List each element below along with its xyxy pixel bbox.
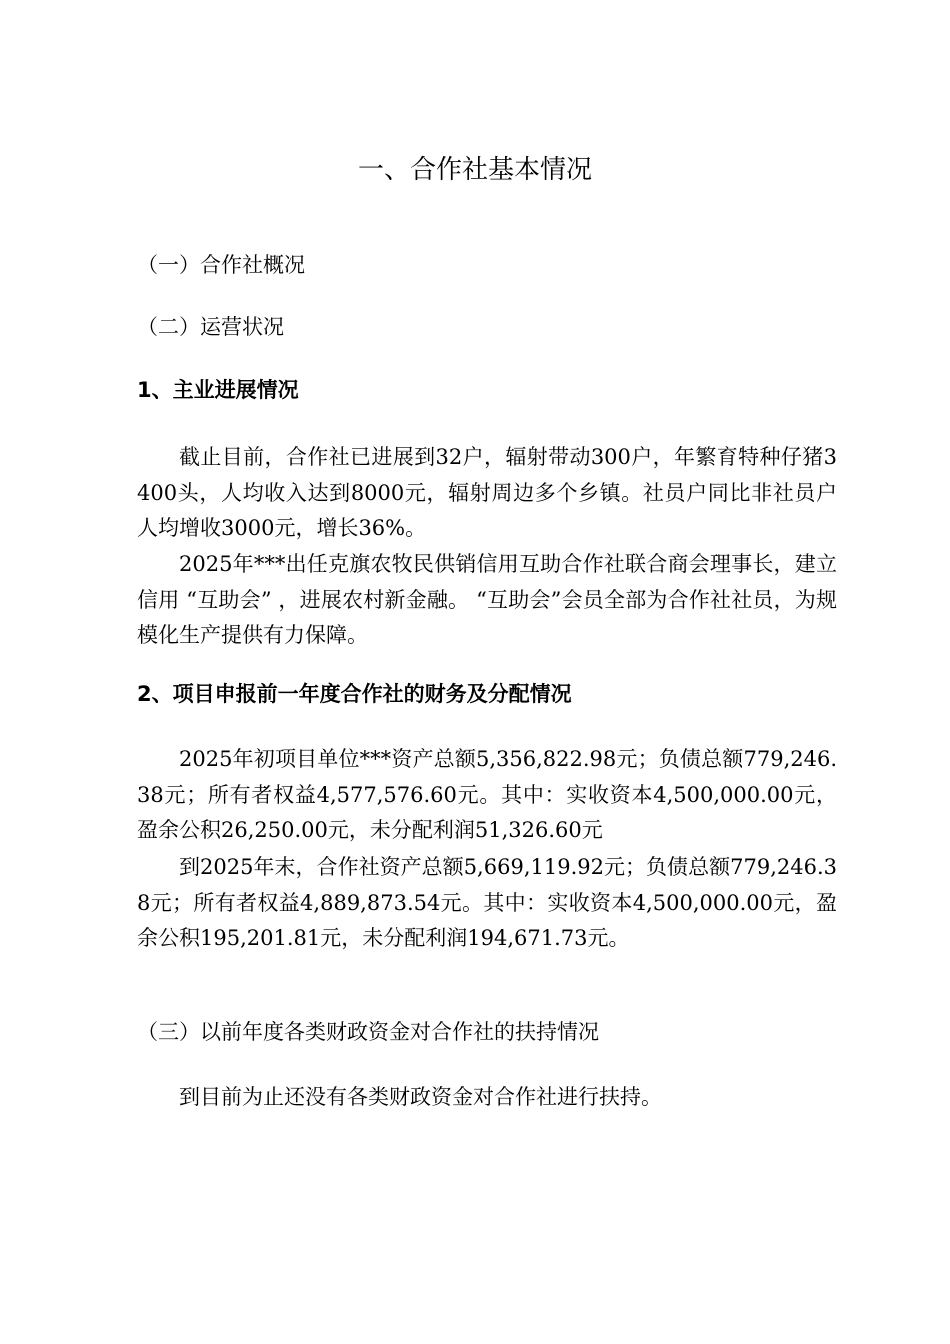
paragraph-finance-start-of-year: 2025年初项目单位***资产总额5,356,822.98元；负债总额779,246.38元；所有者权益4,577,576.60元。其中：实收资本4,500,000.00元，盈余公积26,250.00元，未分配利润51,326.60元: [137, 747, 837, 842]
section-heading-fiscal-support: （三）以前年度各类财政资金对合作社的扶持情况: [137, 1020, 599, 1044]
page-title: 一、合作社基本情况: [357, 155, 592, 185]
paragraph-finance-end-of-year: 到2025年末，合作社资产总额5,669,119.92元；负债总额779,246.38元；所有者权益4,889,873.54元。其中：实收资本4,500,000.00元，盈余公积195,201.81元，未分配利润194,671.73元。: [137, 855, 837, 950]
section-heading-operations: （二）运营状况: [137, 315, 284, 339]
subheading-finance: 2、项目申报前一年度合作社的财务及分配情况: [137, 682, 572, 706]
section-heading-overview: （一）合作社概况: [137, 253, 305, 277]
paragraph-fiscal-support: 到目前为止还没有各类财政资金对合作社进行扶持。: [179, 1085, 662, 1109]
paragraph-mutual-aid: 2025年***出任克旗农牧民供销信用互助合作社联合商会理事长，建立信用 “互助会” ，进展农村新金融。 “互助会”会员全部为合作社社员，为规模化生产提供有力保障。: [137, 552, 837, 647]
subheading-main-business: 1、主业进展情况: [137, 378, 299, 402]
paragraph-business-progress: 截止目前，合作社已进展到32户，辐射带动300户，年繁育特种仔猪3400头，人均收入达到8000元，辐射周边多个乡镇。社员户同比非社员户人均增收3000元，增长36%。: [137, 445, 837, 540]
